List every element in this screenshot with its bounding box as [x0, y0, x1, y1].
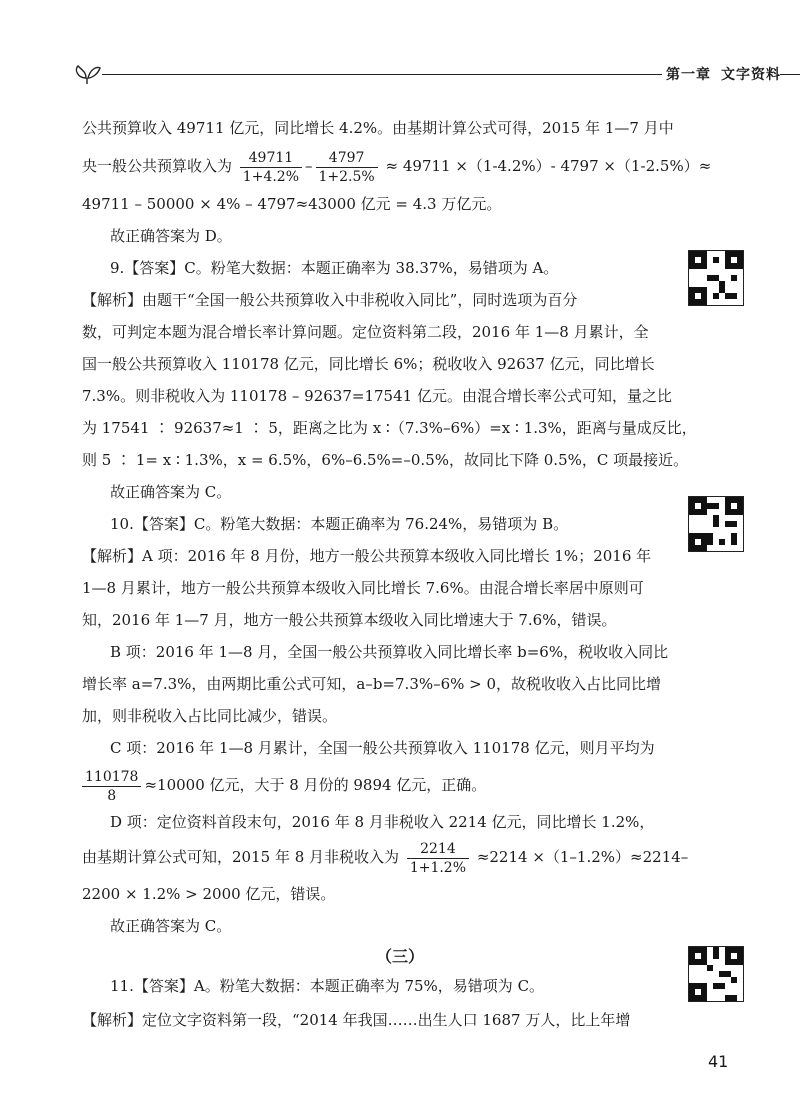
chapter-label: [666, 64, 791, 84]
text-line: 1—8 月累计，地方一般公共预算本级收入同比增长 7.6%。由混合增长率居中原则可: [82, 579, 644, 597]
text-line: 【解析】定位文字资料第一段，“2014 年我国……出生人口 1687 万人，比上年增: [82, 1011, 631, 1029]
fraction-denominator: 1+1.2%: [409, 859, 467, 876]
qr-code-icon[interactable]: [688, 250, 744, 306]
text-line: 故正确答案为 D。: [110, 227, 232, 245]
text-line: D 项：定位资料首段末句，2016 年 8 月非税收入 2214 亿元，同比增长 1.2%，: [110, 813, 655, 831]
fraction-denominator: 8: [107, 787, 117, 804]
answer-line: 11.【答案】A。粉笔大数据：本题正确率为 75%，易错项为 C。: [110, 977, 545, 995]
text-span: 由基期计算公式可知，2015 年 8 月非税收入为: [82, 848, 400, 866]
fraction-numerator: 4797: [316, 149, 378, 168]
header-rule-left: [102, 74, 662, 75]
text-span: ≈ 49711 ×（1-4.2%）- 4797 ×（1-2.5%）≈: [385, 157, 712, 175]
fraction-numerator: 49711: [240, 149, 302, 168]
qr-code-icon[interactable]: [688, 496, 744, 552]
text-span: 央一般公共预算收入为: [82, 157, 233, 175]
text-line: 则 5 ∶ 1= x ∶ 1.3%，x = 6.5%，6%–6.5%=–0.5%，故同比下降 0.5%，C 项最接近。: [82, 451, 689, 469]
fraction-numerator: 2214: [407, 840, 469, 859]
text-span: 9.【答案】C。粉笔大数据：本题正确率为 38.37%，易错项为 A。: [110, 259, 559, 277]
text-line: 【解析】A 项：2016 年 8 月份，地方一般公共预算本级收入同比增长 1%；2016 年: [82, 547, 652, 565]
qr-code-icon[interactable]: [688, 946, 744, 1002]
text-line: 故正确答案为 C。: [110, 483, 232, 501]
formula-line: [82, 148, 711, 186]
leaf-ornament-icon: [72, 58, 102, 88]
text-line: B 项：2016 年 1—8 月，全国一般公共预算收入同比增长率 b=6%，税收收入同比: [110, 643, 669, 661]
page-number: 41: [708, 1052, 729, 1071]
formula-line: [82, 766, 486, 805]
fraction: [82, 768, 141, 805]
fraction: [240, 149, 302, 186]
minus-sign: –: [305, 157, 313, 175]
text-line: 7.3%。则非税收入为 110178 – 92637=17541 亿元。由混合增长率公式可知，量之比: [82, 387, 672, 405]
text-line: 故正确答案为 C。: [110, 917, 232, 935]
fraction-denominator: 1+2.5%: [318, 168, 375, 185]
page-header: [72, 58, 782, 88]
text-line: 加，则非税收入占比同比减少，错误。: [82, 707, 338, 725]
fraction-denominator: 1+4.2%: [242, 168, 300, 185]
fraction: [407, 840, 469, 877]
text-line: 为 17541 ∶ 92637≈1 ∶ 5，距离之比为 x ∶（7.3%–6%）=x ∶ 1.3%，距离与量成反比，: [82, 419, 697, 437]
chapter-number: 第一章: [666, 67, 711, 83]
answer-line: 10.【答案】C。粉笔大数据：本题正确率为 76.24%，易错项为 B。: [110, 515, 569, 533]
text-line: 国一般公共预算收入 110178 亿元，同比增长 6%；税收收入 92637 亿元，同比增长: [82, 355, 655, 373]
header-rule-right: [780, 74, 800, 75]
text-line: 增长率 a=7.3%，由两期比重公式可知，a–b=7.3%–6% > 0，故税收收入占比同比增: [82, 675, 662, 693]
chapter-title: 文字资料: [721, 67, 781, 83]
fraction-numerator: 110178: [82, 768, 141, 787]
answer-line: [110, 258, 558, 278]
text-line: 知，2016 年 1—7 月，地方一般公共预算本级收入同比增速大于 7.6%，错误。: [82, 611, 617, 629]
text-line: 2200 × 1.2% > 2000 亿元，错误。: [82, 885, 336, 903]
text-line: C 项：2016 年 1—8 月累计，全国一般公共预算收入 110178 亿元，则月平均为: [110, 739, 655, 757]
text-span: ≈2214 ×（1–1.2%）≈2214–: [476, 848, 689, 866]
text-span: ≈10000 亿元，大于 8 月份的 9894 亿元，正确。: [144, 776, 487, 794]
fraction: [316, 149, 378, 186]
text-line: 公共预算收入 49711 亿元，同比增长 4.2%。由基期计算公式可得，2015 年 1—7 月中: [82, 119, 674, 137]
text-line: 【解析】由题干“全国一般公共预算收入中非税收入同比”，同时选项为百分: [82, 291, 578, 309]
text-line: 数，可判定本题为混合增长率计算问题。定位资料第二段，2016 年 1—8 月累计，全: [82, 323, 649, 341]
formula-line: [82, 838, 688, 877]
text-line: 49711 – 50000 × 4% – 4797≈43000 亿元 = 4.3 万亿元。: [82, 195, 502, 213]
section-heading: （三）: [375, 947, 424, 966]
